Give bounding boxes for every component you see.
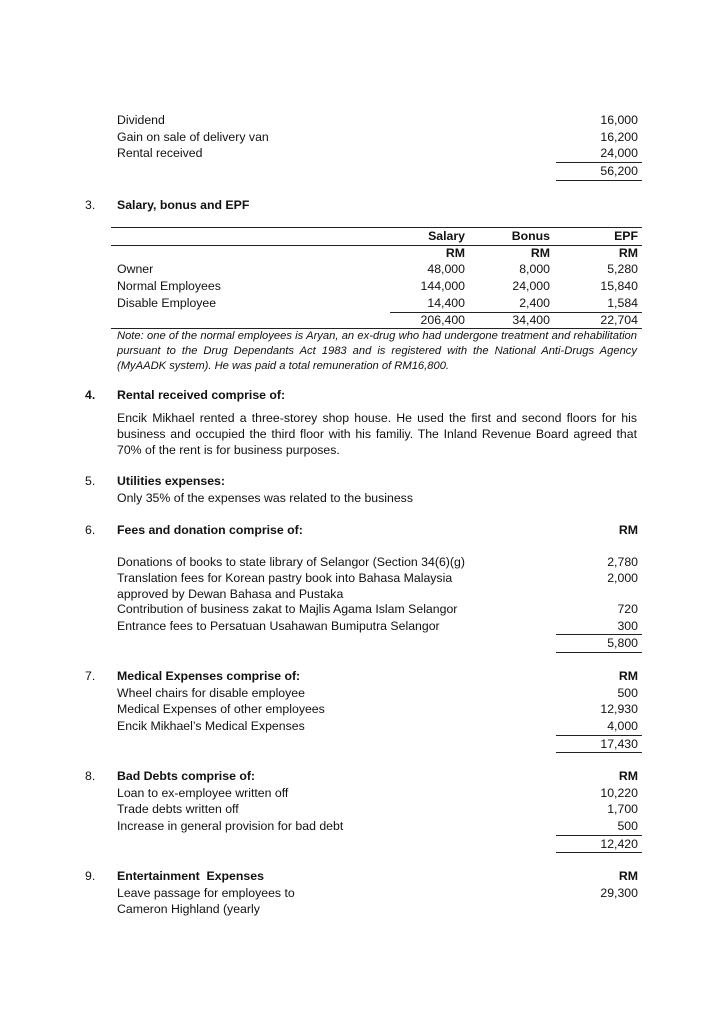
- item-value: 24,000: [600, 146, 638, 160]
- item-value: 500: [617, 819, 638, 833]
- section-title: Rental received comprise of:: [117, 388, 286, 402]
- item-label: Trade debts written off: [117, 802, 239, 816]
- item-value: 29,300: [600, 886, 638, 900]
- cell-epf: 1,584: [607, 296, 638, 310]
- total-value: 5,800: [607, 636, 638, 650]
- section-title: Fees and donation comprise of:: [117, 523, 303, 537]
- column-unit: RM: [530, 246, 550, 260]
- item-label: Translation fees for Korean pastry book into Bahasa Malaysia: [117, 571, 453, 585]
- cell-salary: 144,000: [420, 279, 465, 293]
- item-label: Donations of books to state library of Selangor (Section 34(6)(g): [117, 555, 465, 569]
- cell-bonus: 2,400: [519, 296, 550, 310]
- item-value: 12,930: [600, 702, 638, 716]
- cell-salary: 48,000: [427, 262, 465, 276]
- section-number: 7.: [85, 669, 96, 683]
- item-label: Increase in general provision for bad debt: [117, 819, 344, 833]
- item-value: 16,200: [600, 130, 638, 144]
- table-note: Note: one of the normal employees is Aryan, an ex-drug who had undergone treatment and rehabilitation pursuant to the Drug Dependants Act 1983 and is registered with the National Anti-Drugs Agency (MyAADK system). He was paid a total remuneration of RM16,800.: [117, 330, 637, 372]
- item-value: 4,000: [607, 719, 638, 733]
- item-value: 720: [617, 602, 638, 616]
- item-value: 300: [617, 619, 638, 633]
- item-label: Medical Expenses of other employees: [117, 702, 325, 716]
- item-value: 1,700: [607, 802, 638, 816]
- total-value: 12,420: [600, 837, 638, 851]
- section-paragraph: Encik Mikhael rented a three-storey shop house. He used the first and second floors for his business and occupied the third floor with his familiy. The Inland Revenue Board agreed that 70% of the rent is for business purposes.: [117, 411, 637, 457]
- total-epf: 22,704: [600, 313, 638, 327]
- total-bonus: 34,400: [512, 313, 550, 327]
- item-label: Rental received: [117, 146, 203, 160]
- total-value: 17,430: [600, 737, 638, 751]
- subtotal-line: [556, 634, 642, 635]
- cell-bonus: 8,000: [519, 262, 550, 276]
- cell-epf: 5,280: [607, 262, 638, 276]
- unit-header: RM: [618, 869, 638, 883]
- column-header-epf: EPF: [614, 229, 638, 243]
- row-label: Disable Employee: [117, 296, 217, 310]
- header-rule: [111, 245, 642, 246]
- cell-salary: 14,400: [427, 296, 465, 310]
- section-title: Entertainment Expenses: [117, 869, 264, 883]
- total-underline: [556, 752, 642, 753]
- unit-header: RM: [618, 769, 638, 783]
- item-label: Gain on sale of delivery van: [117, 130, 269, 144]
- section-title: Medical Expenses comprise of:: [117, 669, 301, 683]
- item-label: Wheel chairs for disable employee: [117, 686, 305, 700]
- row-label: Normal Employees: [117, 279, 221, 293]
- total-underline: [556, 852, 642, 853]
- unit-header: RM: [618, 523, 638, 537]
- item-value: 16,000: [600, 113, 638, 127]
- section-text: Only 35% of the expenses was related to the business: [117, 491, 413, 505]
- row-label: Owner: [117, 262, 154, 276]
- total-underline: [556, 652, 642, 653]
- unit-header: RM: [618, 669, 638, 683]
- cell-epf: 15,840: [600, 279, 638, 293]
- item-value: 2,000: [607, 571, 638, 585]
- item-value: 2,780: [607, 555, 638, 569]
- section-number: 4.: [85, 388, 96, 402]
- total-underline: [556, 180, 642, 181]
- total-value: 56,200: [600, 164, 638, 178]
- section-number: 8.: [85, 769, 96, 783]
- item-label: Entrance fees to Persatuan Usahawan Bumiputra Selangor: [117, 619, 440, 633]
- section-number: 9.: [85, 869, 96, 883]
- item-label: Loan to ex-employee written off: [117, 786, 289, 800]
- section-number: 6.: [85, 523, 96, 537]
- section-title: Bad Debts comprise of:: [117, 769, 256, 783]
- section-title: Utilities expenses:: [117, 474, 225, 488]
- section-number: 5.: [85, 474, 96, 488]
- section-number: 3.: [85, 198, 96, 212]
- subtotal-line: [556, 835, 642, 836]
- section-title: Salary, bonus and EPF: [117, 198, 250, 212]
- subtotal-line: [556, 735, 642, 736]
- column-header-salary: Salary: [428, 229, 465, 243]
- cell-bonus: 24,000: [512, 279, 550, 293]
- column-unit: RM: [618, 246, 638, 260]
- item-label: approved by Dewan Bahasa and Pustaka: [117, 587, 344, 601]
- item-label: Leave passage for employees to: [117, 886, 295, 900]
- item-label: Dividend: [117, 113, 165, 127]
- subtotal-line: [556, 162, 642, 163]
- column-header-bonus: Bonus: [511, 229, 550, 243]
- item-label: Contribution of business zakat to Majlis Agama Islam Selangor: [117, 602, 458, 616]
- item-label: Encik Mikhael’s Medical Expenses: [117, 719, 305, 733]
- column-unit: RM: [445, 246, 465, 260]
- item-value: 500: [617, 686, 638, 700]
- table-top-rule: [111, 227, 642, 228]
- item-label: Cameron Highland (yearly: [117, 902, 260, 916]
- item-value: 10,220: [600, 786, 638, 800]
- total-salary: 206,400: [420, 313, 465, 327]
